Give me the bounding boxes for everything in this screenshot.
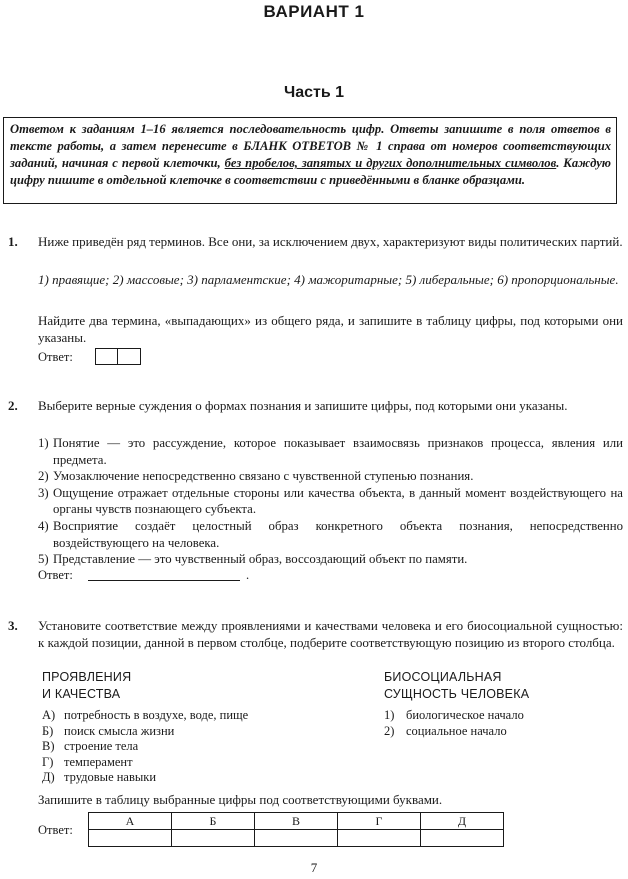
task2-option-text: Ощущение отражает отдельные стороны или качества объекта, в данный момент воздействующего на органы чувств познающего субъекта. — [53, 485, 623, 517]
task3-answer-input-row — [89, 830, 504, 847]
task3-left-list — [42, 708, 342, 786]
task2-option — [38, 485, 623, 518]
task3-right-header-line1: БИОСОЦИАЛЬНАЯ — [384, 670, 502, 684]
task3-left-item — [42, 770, 342, 786]
task2-option-text: Восприятие создаёт целостный образ конкретного объекта познания, непосредственно воздействующего на человека. — [53, 518, 623, 550]
task3-answer-header-row — [89, 813, 504, 830]
page-number: 7 — [310, 860, 318, 875]
task3-left-text: темперамент — [64, 754, 133, 769]
task3-answer-input-cell[interactable] — [89, 830, 172, 847]
task2-option — [38, 468, 623, 485]
task2-option-text: Умозаключение непосредственно связано с чувственной ступенью познания. — [53, 469, 474, 484]
task1-number: 1. — [8, 234, 18, 249]
task3-left-key: Б) — [42, 723, 54, 738]
instructions-text-after: . Каждую цифру пишите в отдельной клеточке в соответствии с приведёнными в бланке образцами. — [10, 156, 611, 188]
task3-right-key: 1) — [384, 708, 395, 722]
task3-right-item — [384, 724, 614, 740]
task3-answer-header-cell: Г — [338, 813, 421, 830]
task3-intro: Установите соответствие между проявлениями и качествами человека и его биосоциальной сущностью: к каждой позиции, данной в первом столбце, подберите соответствующую позицию из второго столбца. — [38, 618, 623, 651]
task2-option-number: 4) — [38, 518, 49, 533]
task1-answer-boxes[interactable] — [95, 348, 141, 365]
task2-answer-period: . — [246, 568, 250, 582]
task3-answer-header-cell: А — [89, 813, 172, 830]
task2-number: 2. — [8, 398, 18, 413]
task3-answer-header-cell: Б — [172, 813, 255, 830]
task2-option-number: 1) — [38, 436, 49, 450]
instructions-box — [3, 117, 617, 204]
task3-left-header — [42, 669, 131, 703]
task1-intro: Ниже приведён ряд терминов. Все они, за исключением двух, характеризуют виды политических партий. — [38, 234, 623, 249]
task3-left-header-line1: ПРОЯВЛЕНИЯ — [42, 670, 132, 684]
task2-option-text: Понятие — это рассуждение, которое показывает взаимосвязь признаков процесса, явления или предмета. — [53, 436, 623, 467]
task3-answer-table — [88, 812, 504, 847]
task3-answer-label: Ответ: — [38, 823, 73, 837]
task3-number: 3. — [8, 618, 18, 633]
task3-answer-header-cell: В — [255, 813, 338, 830]
task2-intro: Выберите верные суждения о формах познания и запишите цифры, под которыми они указаны. — [38, 398, 568, 413]
task3-right-key: 2) — [384, 723, 395, 738]
task2-option — [38, 518, 623, 551]
task3-right-item — [384, 708, 614, 724]
task3-answer-input-cell[interactable] — [255, 830, 338, 847]
task3-left-item — [42, 739, 342, 755]
task3-left-text: поиск смысла жизни — [64, 723, 175, 738]
task3-left-key: Г) — [42, 754, 54, 769]
task3-left-item — [42, 724, 342, 740]
task3-right-text: биологическое начало — [406, 708, 524, 722]
task2-option — [38, 435, 623, 468]
task1-answer-cell-1[interactable] — [95, 348, 118, 365]
task2-options — [38, 435, 623, 568]
task3-right-header — [384, 669, 529, 703]
task2-option — [38, 551, 623, 568]
task1-answer-cell-2[interactable] — [118, 348, 141, 365]
task3-left-text: строение тела — [64, 739, 139, 753]
task3-left-item — [42, 708, 342, 724]
task2-option-number: 3) — [38, 485, 49, 500]
task3-right-header-line2: СУЩНОСТЬ ЧЕЛОВЕКА — [384, 687, 530, 701]
task3-left-header-line2: И КАЧЕСТВА — [42, 687, 121, 701]
instructions-underlined: без пробелов, запятых и других дополнительных символов — [224, 156, 557, 171]
task3-answer-input-cell[interactable] — [421, 830, 504, 847]
task3-answer-input-cell[interactable] — [172, 830, 255, 847]
task2-answer-label: Ответ: — [38, 568, 73, 582]
task3-answer-header-cell: Д — [421, 813, 504, 830]
task3-right-text: социальное начало — [406, 723, 507, 738]
task3-left-text: потребность в воздухе, воде, пище — [64, 708, 249, 722]
task2-option-number: 5) — [38, 552, 49, 567]
variant-title: ВАРИАНТ 1 — [263, 2, 365, 21]
task2-answer-line[interactable] — [88, 580, 240, 581]
task3-left-key: Д) — [42, 770, 55, 784]
task2-option-number: 2) — [38, 469, 49, 484]
task3-right-list — [384, 708, 614, 739]
task3-table-instruction: Запишите в таблицу выбранные цифры под соответствующими буквами. — [38, 792, 443, 807]
task3-left-text: трудовые навыки — [64, 770, 157, 784]
task3-answer-input-cell[interactable] — [338, 830, 421, 847]
task3-left-key: В) — [42, 739, 55, 753]
part-title: Часть 1 — [283, 84, 345, 101]
task1-terms: 1) правящие; 2) массовые; 3) парламентские; 4) мажоритарные; 5) либеральные; 6) пропорциональные. — [38, 272, 619, 287]
task1-question: Найдите два термина, «выпадающих» из общего ряда, и запишите в таблицу цифры, под которыми они указаны. — [38, 313, 623, 346]
instructions-text-before: Ответом к заданиям 1–16 является последовательность цифр. Ответы запишите в поля ответов в тексте работы, а затем перенесите в БЛАНК ОТВЕТОВ № 1 справа от номеров соответствующих заданий, начиная с первой клеточки, — [10, 122, 611, 171]
task3-left-key: А) — [42, 708, 56, 722]
task1-answer-label: Ответ: — [38, 350, 73, 364]
task3-left-item — [42, 755, 342, 771]
task2-option-text: Представление — это чувственный образ, воссоздающий объект по памяти. — [53, 552, 468, 567]
